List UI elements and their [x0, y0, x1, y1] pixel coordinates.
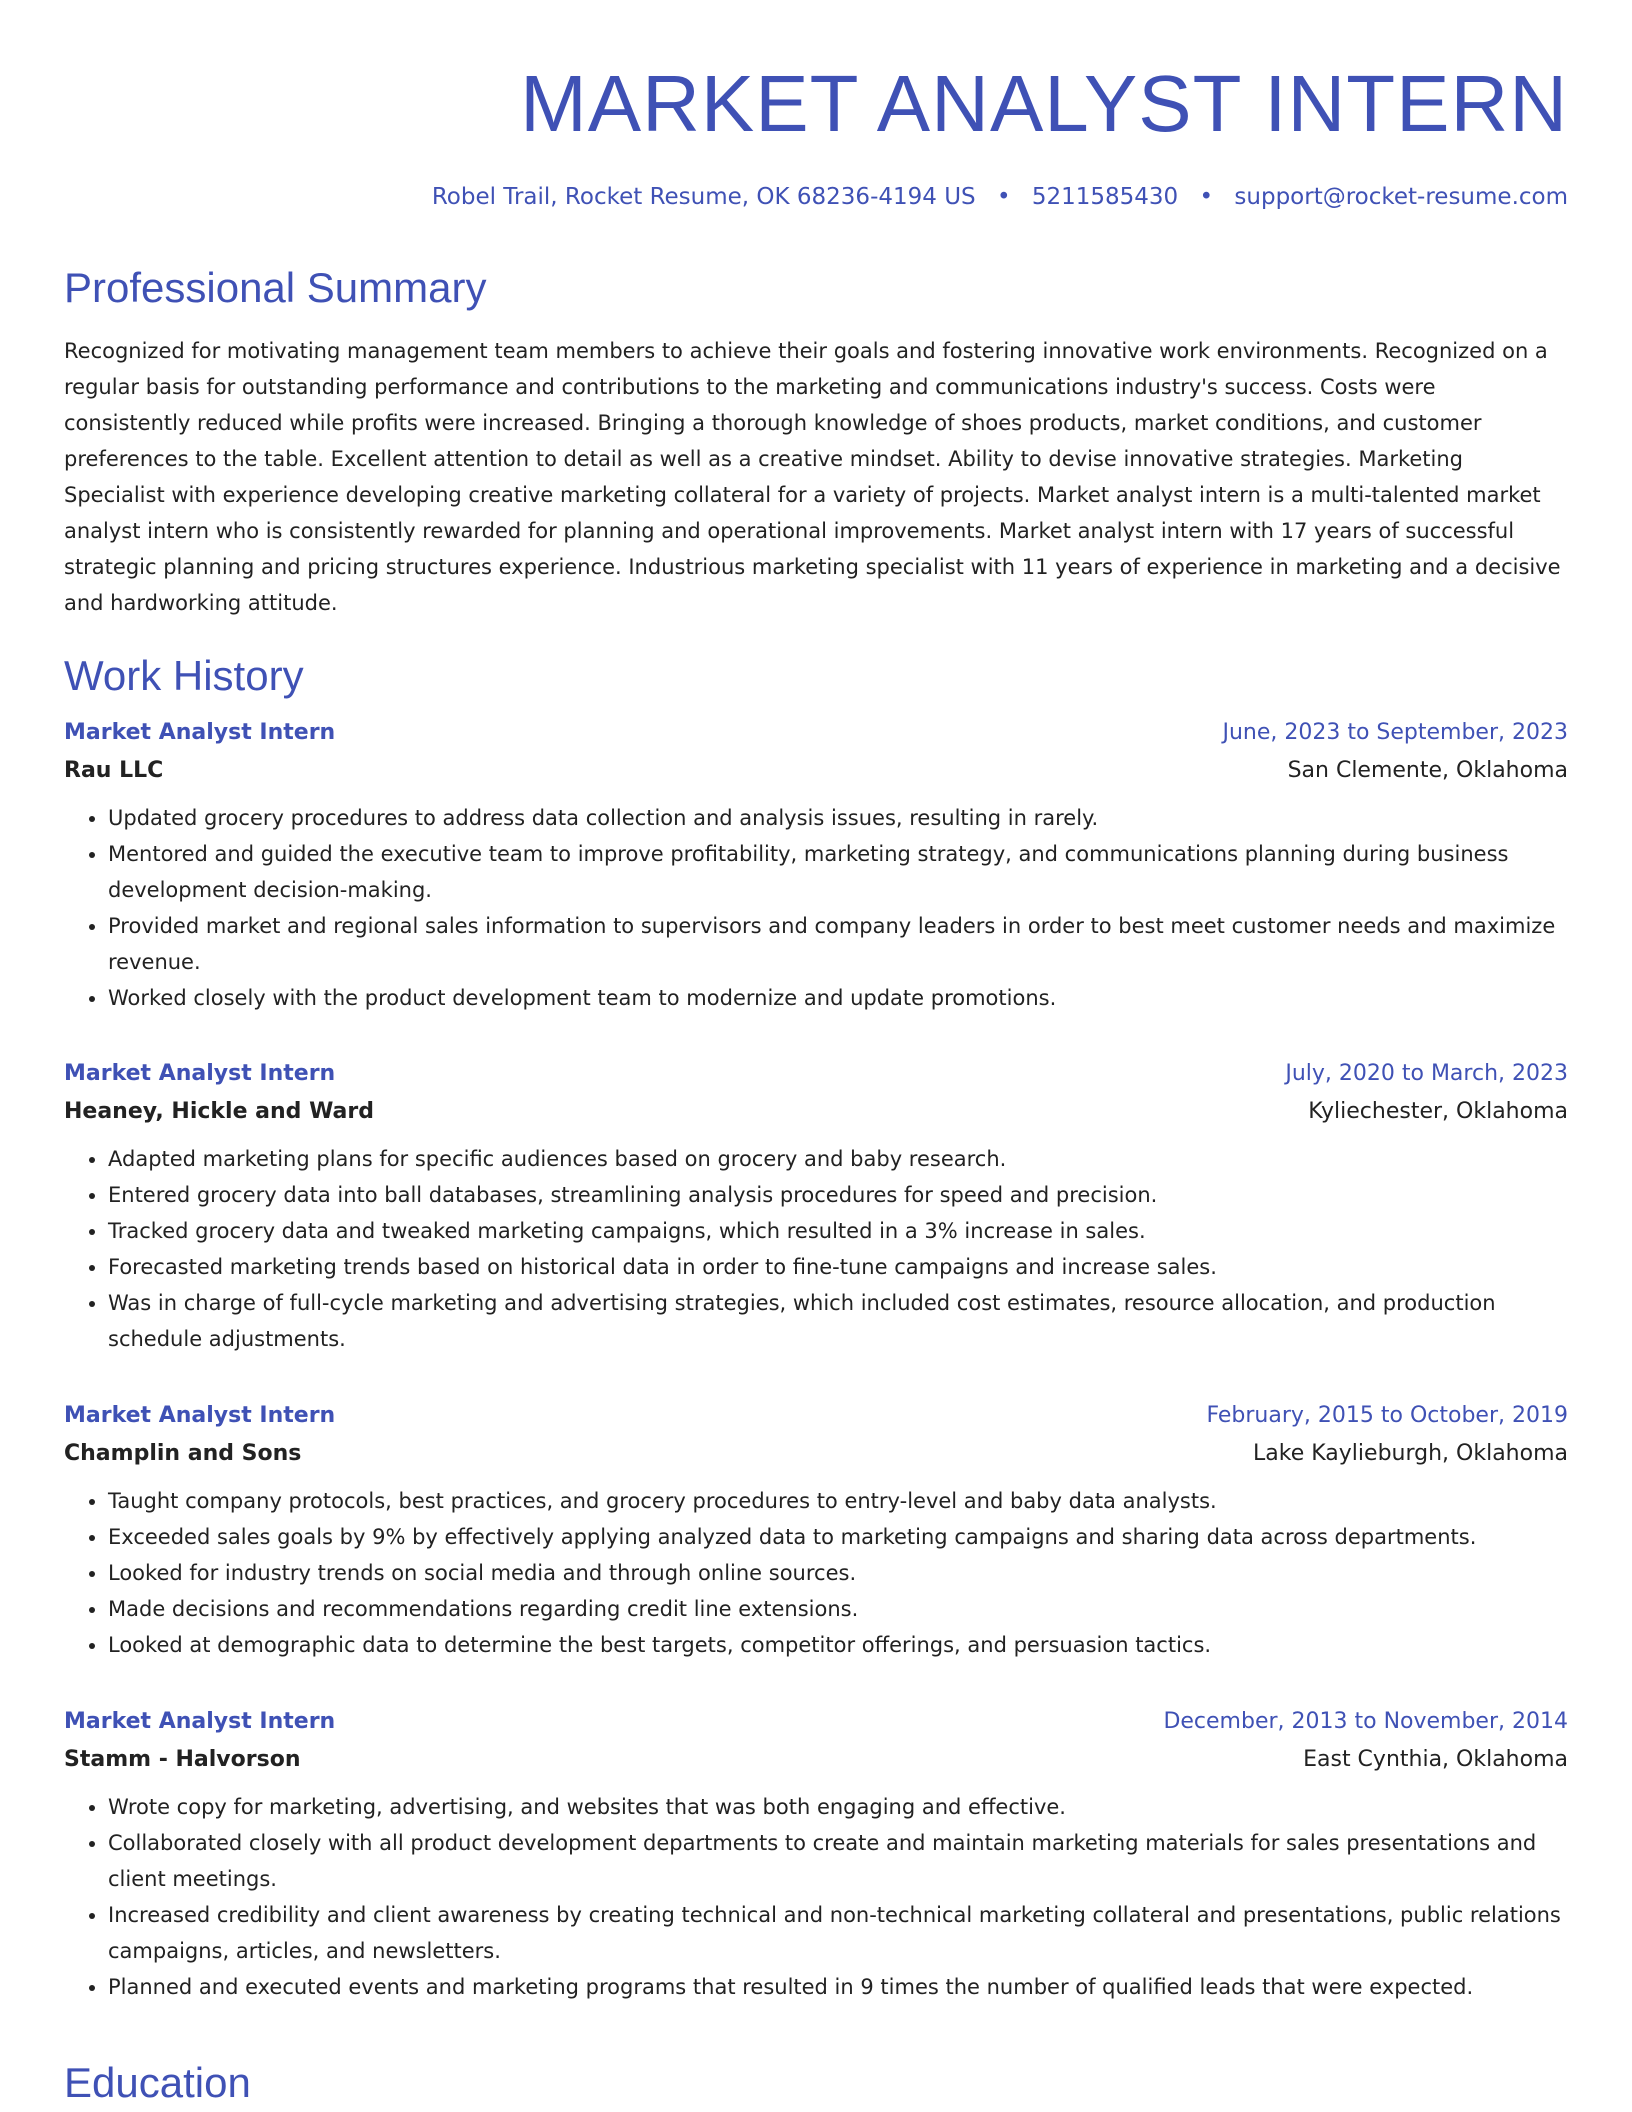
job-bullets: [64, 1789, 1568, 2005]
job-bullet: • Collaborated closely with all product development departments to create and maintain marketing materials for sales presentations and client meetings.: [108, 1825, 1568, 1897]
job-dates: February, 2015 to October, 2019: [1206, 1403, 1568, 1428]
job-bullets: [64, 1141, 1568, 1357]
contact-email: support@rocket-resume.com: [1234, 184, 1568, 210]
job-bullets: [64, 800, 1568, 1016]
job-dates: December, 2013 to November, 2014: [1163, 1709, 1568, 1734]
job-entry: [64, 1397, 1568, 1663]
job-bullet: • Exceeded sales goals by 9% by effectively applying analyzed data to marketing campaigns and sharing data across departments.: [108, 1519, 1568, 1555]
job-bullet: • Adapted marketing plans for specific audiences based on grocery and baby research.: [108, 1141, 1568, 1177]
contact-separator: •: [1199, 184, 1214, 210]
job-bullet: • Was in charge of full-cycle marketing and advertising strategies, which included cost estimates, resource allocation, and production schedule adjustments.: [108, 1285, 1568, 1357]
job-company: Stamm - Halvorson: [64, 1747, 301, 1772]
job-location: East Cynthia, Oklahoma: [1303, 1747, 1568, 1772]
job-bullet: • Entered grocery data into ball databases, streamlining analysis procedures for speed and precision.: [108, 1177, 1568, 1213]
education-heading: Education: [64, 2059, 251, 2106]
job-bullet: • Worked closely with the product development team to modernize and update promotions.: [108, 980, 1568, 1016]
job-bullet: • Made decisions and recommendations regarding credit line extensions.: [108, 1591, 1568, 1627]
job-location: San Clemente, Oklahoma: [1287, 758, 1568, 783]
job-location: Kyliechester, Oklahoma: [1308, 1099, 1568, 1124]
contact-line: [432, 182, 1568, 212]
job-bullet: • Increased credibility and client awareness by creating technical and non-technical marketing collateral and presentations, public relations campaigns, articles, and newsletters.: [108, 1897, 1568, 1969]
job-title: Market Analyst Intern: [64, 720, 336, 745]
job-bullet: • Looked at demographic data to determine the best targets, competitor offerings, and persuasion tactics.: [108, 1627, 1568, 1663]
job-dates: July, 2020 to March, 2023: [1285, 1061, 1568, 1086]
job-title: Market Analyst Intern: [64, 1061, 336, 1086]
contact-address: Robel Trail, Rocket Resume, OK 68236-4194 US: [431, 184, 976, 210]
job-entry: [64, 1055, 1568, 1357]
candidate-name: MARKET ANALYST INTERN: [520, 59, 1568, 148]
job-bullet: • Wrote copy for marketing, advertising, and websites that was both engaging and effective.: [108, 1789, 1568, 1825]
job-bullet: • Forecasted marketing trends based on historical data in order to fine-tune campaigns and increase sales.: [108, 1249, 1568, 1285]
job-title: Market Analyst Intern: [64, 1403, 336, 1428]
job-bullet: • Planned and executed events and marketing programs that resulted in 9 times the number of qualified leads that were expected.: [108, 1969, 1568, 2005]
job-bullet: • Tracked grocery data and tweaked marketing campaigns, which resulted in a 3% increase in sales.: [108, 1213, 1568, 1249]
job-company: Champlin and Sons: [64, 1441, 302, 1466]
job-bullet: • Updated grocery procedures to address data collection and analysis issues, resulting in rarely.: [108, 800, 1568, 836]
summary-text: Recognized for motivating management team members to achieve their goals and fostering innovative work environments. Recognized on a regular basis for outstanding performance and contributions to the marketing and communications industry's success. Costs were consistently reduced while profits were increased. Bringing a thorough knowledge of shoes products, market conditions, and customer preferences to the table. Excellent attention to detail as well as a creative mindset. Ability to devise innovative strategies. Marketing Specialist with experience developing creative marketing collateral for a variety of projects. Market analyst intern is a multi-talented market analyst intern who is consistently rewarded for planning and operational improvements. Market analyst intern with 17 years of successful strategic planning and pricing structures experience. Industrious marketing specialist with 11 years of experience in marketing and a decisive and hardworking attitude.: [64, 339, 1561, 615]
job-bullet: • Looked for industry trends on social media and through online sources.: [108, 1555, 1568, 1591]
job-entry: [64, 714, 1568, 1016]
job-title: Market Analyst Intern: [64, 1709, 336, 1734]
contact-phone: 5211585430: [1031, 184, 1179, 210]
contact-separator: •: [996, 184, 1011, 210]
job-company: Heaney, Hickle and Ward: [64, 1099, 374, 1124]
work-history-heading: Work History: [64, 652, 304, 699]
job-bullet: • Mentored and guided the executive team to improve profitability, marketing strategy, and communications planning during business development decision-making.: [108, 836, 1568, 908]
job-entry: [64, 1703, 1568, 2005]
job-bullet: • Provided market and regional sales information to supervisors and company leaders in order to best meet customer needs and maximize revenue.: [108, 908, 1568, 980]
job-dates: June, 2023 to September, 2023: [1222, 720, 1568, 745]
job-location: Lake Kaylieburgh, Oklahoma: [1253, 1441, 1568, 1466]
job-bullet: • Taught company protocols, best practices, and grocery procedures to entry-level and baby data analysts.: [108, 1483, 1568, 1519]
summary-heading: Professional Summary: [64, 264, 487, 311]
job-bullets: [64, 1483, 1568, 1663]
job-company: Rau LLC: [64, 758, 164, 783]
